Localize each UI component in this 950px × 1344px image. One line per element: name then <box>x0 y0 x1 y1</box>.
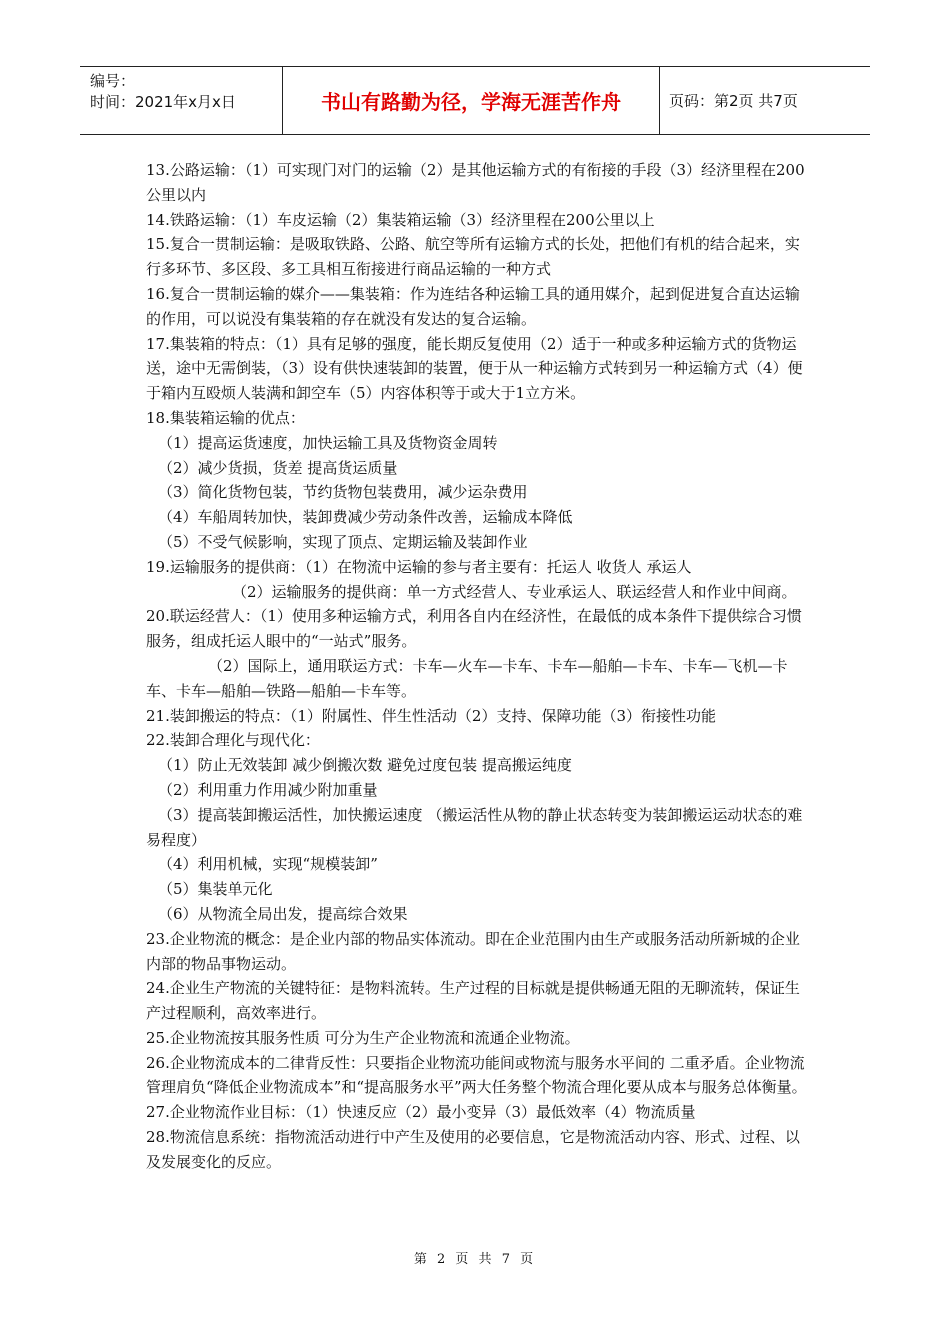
list-item: （5）集装单元化 <box>158 880 273 899</box>
paragraph-18: 18.集装箱运输的优点： <box>146 408 305 427</box>
page-footer: 第 2 页 共 7 页 <box>413 1252 537 1267</box>
list-item: （1）提高运货速度，加快运输工具及货物资金周转 <box>158 433 498 452</box>
paragraph-20: 20.联运经营人：（1）使用多种运输方式，利用各自内在经济性，在最低的成本条件下提供综合习惯服务，组成托运人眼中的“一站式”服务。 <box>146 607 802 651</box>
time-label: 时间：2021年x月x日 <box>90 93 236 111</box>
list-item: （5）不受气候影响，实现了顶点、定期运输及装卸作业 <box>158 532 528 551</box>
paragraph-28: 28.物流信息系统：指物流活动进行中产生及使用的必要信息，它是物流活动内容、形式、过程、以及发展变化的反应。 <box>146 1128 800 1171</box>
paragraph-15: 15.复合一贯制运输：是吸取铁路、公路、航空等所有运输方式的长处，把他们有机的结合起来，实行多环节、多区段、多工具相互衔接进行商品运输的一种方式 <box>146 235 800 279</box>
paragraph-23: 23.企业物流的概念：是企业内部的物品实体流动。即在企业范围内由生产或服务活动所新城的企业内部的物品事物运动。 <box>146 929 800 973</box>
list-item: （4）车船周转加快，装卸费减少劳动条件改善，运输成本降低 <box>158 508 573 527</box>
header-motto: 书山有路勤为径，学海无涯苦作舟 <box>283 67 660 134</box>
paragraph-19: 19.运输服务的提供商：（1）在物流中运输的参与者主要有：托运人 收货人 承运人 <box>146 557 692 576</box>
list-item: （1）防止无效装卸 减少倒搬次数 避免过度包装 提高搬运纯度 <box>158 756 572 775</box>
paragraph-14: 14.铁路运输：（1）车皮运输（2）集装箱运输（3）经济里程在200公里以上 <box>146 210 655 229</box>
document-header <box>80 66 870 135</box>
list-item: （6）从物流全局出发，提高综合效果 <box>158 904 408 923</box>
paragraph-13: 13.公路运输：（1）可实现门对门的运输（2）是其他运输方式的有衔接的手段（3）经济里程在200公里以内 <box>146 161 805 204</box>
list-item: （3）简化货物包装，节约货物包装费用，减少运杂费用 <box>158 483 528 502</box>
list-item: （4）利用机械，实现“规模装卸” <box>158 855 378 874</box>
paragraph-27: 27.企业物流作业目标：（1）快速反应（2）最小变异（3）最低效率（4）物流质量 <box>146 1103 696 1122</box>
paragraph-21: 21.装卸搬运的特点：（1）附属性、伴生性活动（2）支持、保障功能（3）衔接性功能 <box>146 706 716 725</box>
paragraph-25: 25.企业物流按其服务性质 可分为生产企业物流和流通企业物流。 <box>146 1028 580 1047</box>
paragraph-26: 26.企业物流成本的二律背反性：只要指企业物流功能间或物流与服务水平间的 二重矛盾。企业物流管理肩负“降低企业物流成本”和“提高服务水平”两大任务整个物流合理化要从成本与服务总体衡量。 <box>146 1053 807 1097</box>
paragraph-22: 22.装卸合理化与现代化： <box>146 731 320 750</box>
paragraph-16: 16.复合一贯制运输的媒介——集装箱：作为连结各种运输工具的通用媒介，起到促进复合直达运输的作用，可以说没有集装箱的存在就没有发达的复合运输。 <box>146 284 800 328</box>
paragraph-17: 17.集装箱的特点：（1）具有足够的强度，能长期反复使用（2）适于一种或多种运输方式的货物运送，途中无需倒装，（3）设有供快速装卸的装置，便于从一种运输方式转到另一种运输方式（4）便于箱内互殴烦人装满和卸空车（5）内容体积等于或大于1立方米。 <box>146 334 803 403</box>
number-label: 编号： <box>90 72 136 90</box>
paragraph-24: 24.企业生产物流的关键特征：是物料流转。生产过程的目标就是提供畅通无阻的无聊流转，保证生产过程顺利，高效率进行。 <box>146 979 800 1023</box>
header-page-label: 页码：第2页 共7页 <box>669 92 798 110</box>
list-item: （3）提高装卸搬运活性，加快搬运速度 （搬运活性从物的静止状态转变为装卸搬运运动状态的难易程度） <box>146 805 803 849</box>
paragraph-20-sub: （2）国际上，通用联运方式：卡车—火车—卡车、卡车—船舶—卡车、卡车—飞机—卡车、卡车—船舶—铁路—船舶—卡车等。 <box>146 656 788 700</box>
header-meta-cell <box>80 67 283 134</box>
list-item: （2）减少货损，货差 提高货运质量 <box>158 458 398 477</box>
list-item: （2）利用重力作用减少附加重量 <box>158 780 378 799</box>
document-body <box>146 158 812 1175</box>
paragraph-19-sub: （2）运输服务的提供商：单一方式经营人、专业承运人、联运经营人和作业中间商。 <box>232 582 797 601</box>
